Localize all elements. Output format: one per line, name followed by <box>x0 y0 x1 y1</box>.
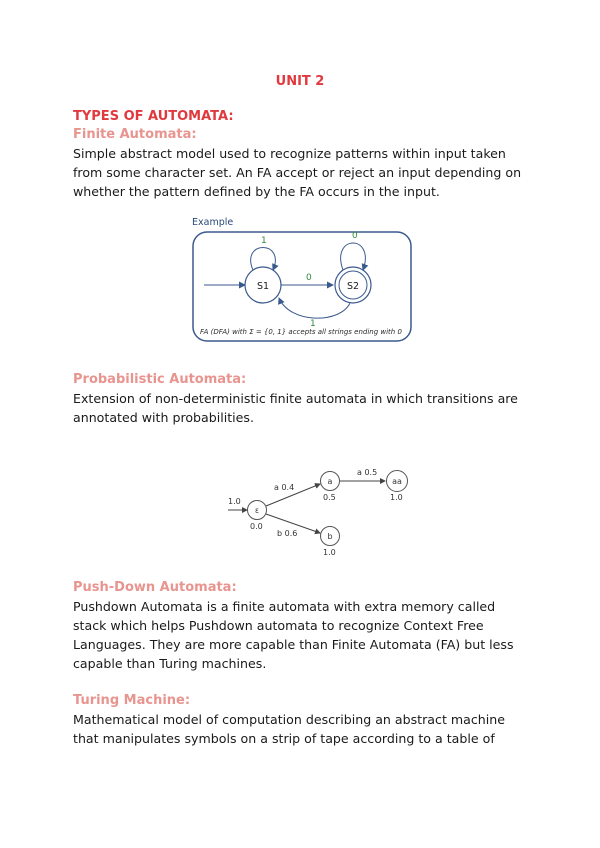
node-epsilon-value: 0.0 <box>250 522 263 531</box>
node-aa-label: aa <box>392 477 402 486</box>
node-b-value: 1.0 <box>323 548 336 557</box>
paragraph-line: Simple abstract model used to recognize patterns within input taken <box>73 146 506 161</box>
paragraph-line: Languages. They are more capable than Finite Automata (FA) but less <box>73 637 514 652</box>
fa-diagram <box>190 212 414 344</box>
paragraph-line: Pushdown Automata is a finite automata with extra memory called <box>73 599 496 614</box>
probabilistic-automata-paragraph <box>73 389 533 427</box>
edge-a-aa-label: a 0.5 <box>357 468 378 477</box>
loop-s1-label: 1 <box>261 236 267 246</box>
paragraph-line: Extension of non-deterministic finite automata in which transitions are <box>73 391 518 406</box>
probabilistic-diagram <box>222 460 422 562</box>
unit-title: UNIT 2 <box>275 74 325 89</box>
probabilistic-automata-heading: Probabilistic Automata: <box>73 372 247 387</box>
turing-machine-heading: Turing Machine: <box>73 693 191 708</box>
diagram-frame <box>193 232 411 341</box>
node-epsilon-label: ε <box>254 506 260 515</box>
types-heading: TYPES OF AUTOMATA: <box>73 109 234 124</box>
node-b-label: b <box>327 532 333 541</box>
loop-s2-label: 0 <box>352 231 358 241</box>
paragraph-line: Mathematical model of computation describing an abstract machine <box>73 712 506 727</box>
diagram-caption: FA (DFA) with Σ = {0, 1} accepts all strings ending with 0 <box>200 328 402 336</box>
diagram-label: Example <box>192 217 234 228</box>
finite-automata-paragraph <box>73 144 533 201</box>
start-prob-label: 1.0 <box>228 497 241 506</box>
node-aa-value: 1.0 <box>390 493 403 502</box>
node-a-label: a <box>327 477 333 486</box>
edge-s2-s1 <box>279 298 350 318</box>
paragraph-line: that manipulates symbols on a strip of tape according to a table of <box>73 731 495 746</box>
state-s1-label: S1 <box>256 281 270 292</box>
paragraph-line: stack which helps Pushdown automata to recognize Context Free <box>73 618 484 633</box>
state-s2-label: S2 <box>346 281 360 292</box>
paragraph-line: whether the pattern defined by the FA occurs in the input. <box>73 184 440 199</box>
paragraph-line: annotated with probabilities. <box>73 410 254 425</box>
pushdown-automata-paragraph <box>73 597 533 673</box>
edge-epsilon-a-label: a 0.4 <box>274 483 295 492</box>
edge-s2-s1-label: 1 <box>310 319 316 329</box>
edge-s1-s2-label: 0 <box>306 273 312 283</box>
edge-epsilon-b-label: b 0.6 <box>277 529 298 538</box>
pushdown-automata-heading: Push-Down Automata: <box>73 580 237 595</box>
node-a-value: 0.5 <box>323 493 336 502</box>
loop-s2 <box>341 243 366 270</box>
paragraph-line: capable than Turing machines. <box>73 656 267 671</box>
finite-automata-heading: Finite Automata: <box>73 127 197 142</box>
turing-machine-paragraph <box>73 710 533 748</box>
paragraph-line: from some character set. An FA accept or reject an input depending on <box>73 165 522 180</box>
